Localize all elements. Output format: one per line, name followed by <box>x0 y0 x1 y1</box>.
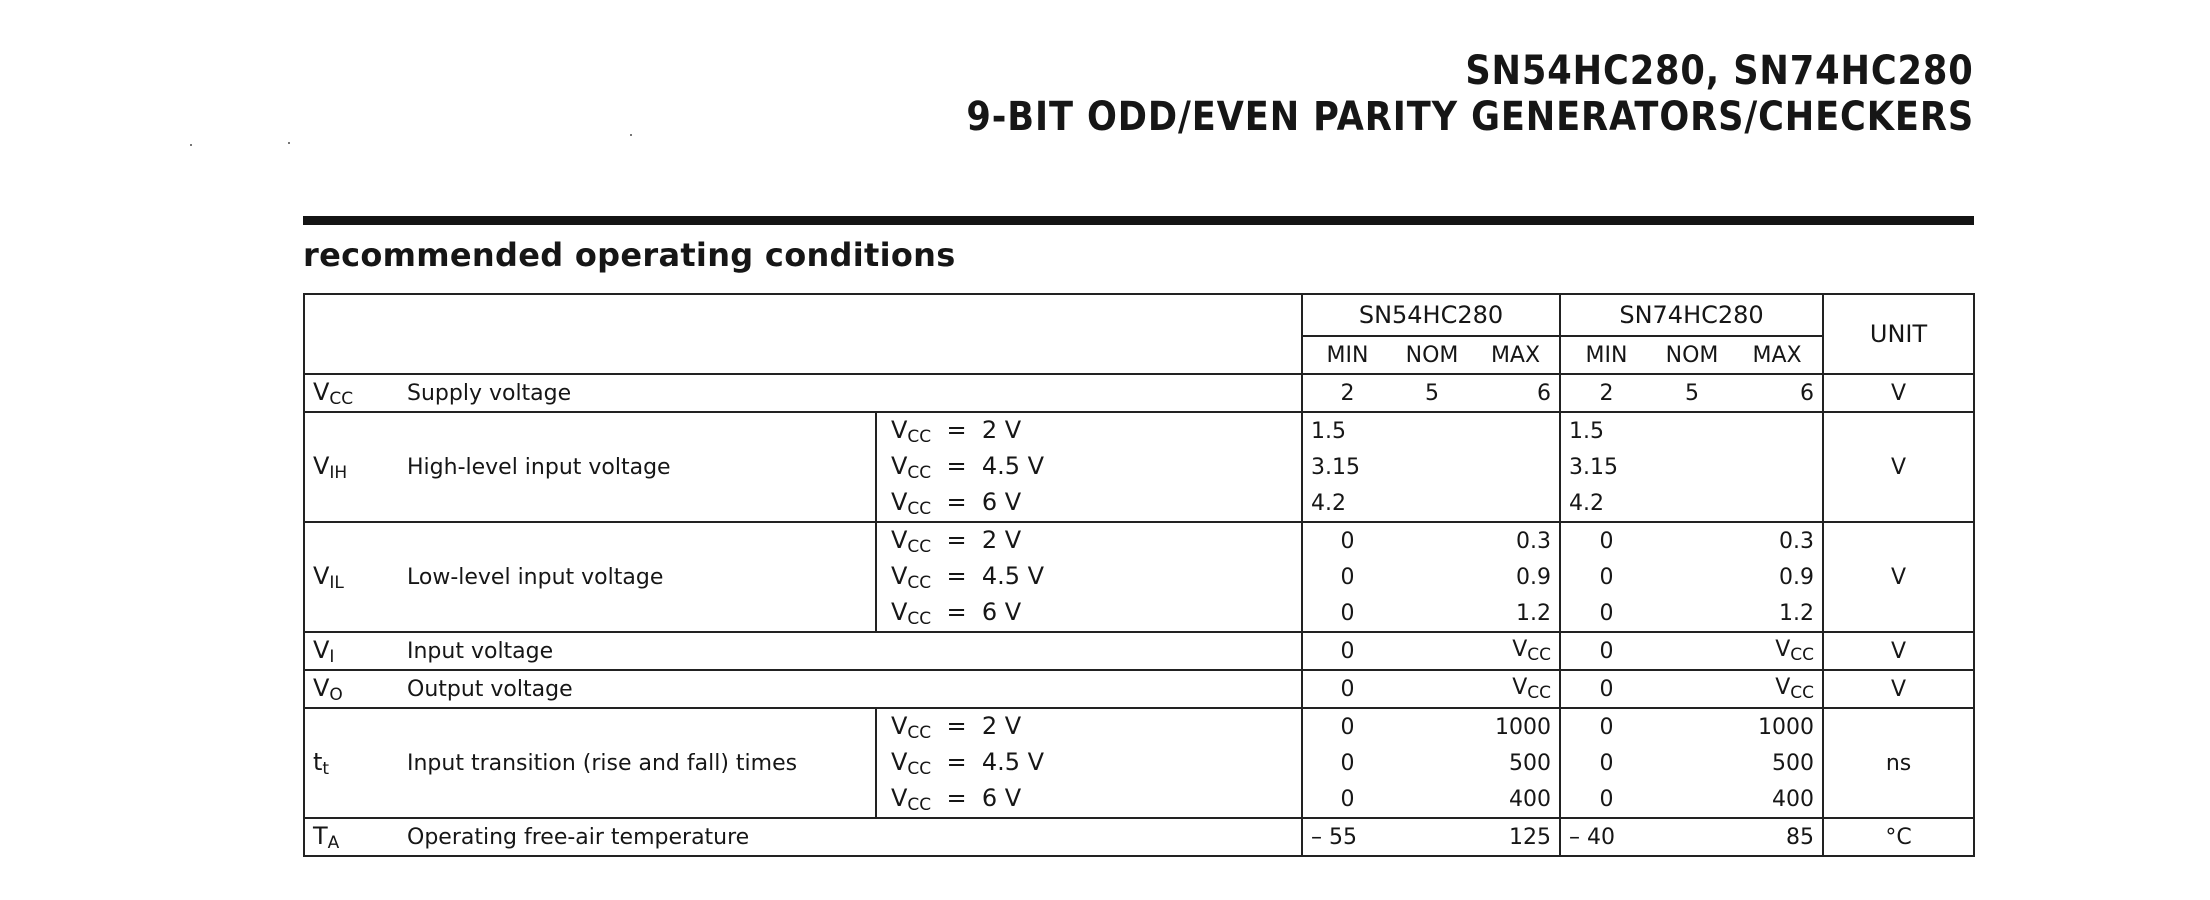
condition-cell: $V_{CC} = 2$ V <box>876 412 1302 449</box>
nom-value <box>1392 522 1472 559</box>
parameter-cell: Low-level input voltage <box>399 522 876 632</box>
condition-cell: $V_{CC} = 2$ V <box>876 708 1302 745</box>
nom-value <box>1392 708 1472 745</box>
condition-cell: $V_{CC} = 2$ V <box>876 522 1302 559</box>
max-value: 400 <box>1732 781 1823 818</box>
table-header-row <box>304 294 1974 336</box>
max-value <box>1732 449 1823 485</box>
unit-cell: ns <box>1823 708 1974 818</box>
min-value: 3.15 <box>1560 449 1652 485</box>
min-value: 0 <box>1560 522 1652 559</box>
nom-value <box>1392 485 1472 522</box>
max-value: 1000 <box>1472 708 1560 745</box>
nom-value <box>1652 670 1732 708</box>
min-value: 2 <box>1560 374 1652 412</box>
nom-value <box>1652 449 1732 485</box>
symbol-cell: $V_{CC}$ <box>304 374 399 412</box>
min-value: 4.2 <box>1560 485 1652 522</box>
parameter-cell: Output voltage <box>399 670 1302 708</box>
table-row <box>304 412 1974 449</box>
max-value: $V_{CC}$ <box>1732 632 1823 670</box>
nom-value <box>1392 670 1472 708</box>
min-value: 0 <box>1560 670 1652 708</box>
nom-value <box>1392 745 1472 781</box>
nom-value <box>1652 708 1732 745</box>
min-value: 0 <box>1560 781 1652 818</box>
unit-cell: V <box>1823 670 1974 708</box>
nom-value: 5 <box>1652 374 1732 412</box>
table-row <box>304 374 1974 412</box>
nom-value <box>1392 412 1472 449</box>
header-blank-cell <box>304 294 1302 374</box>
nom-value <box>1392 449 1472 485</box>
max-value: $V_{CC}$ <box>1472 632 1560 670</box>
group-header-sn74: SN74HC280 <box>1560 294 1823 336</box>
header-rule <box>303 216 1974 225</box>
document-subtitle: 9-BIT ODD/EVEN PARITY GENERATORS/CHECKERS <box>966 94 1974 140</box>
condition-cell: $V_{CC} = 6$ V <box>876 485 1302 522</box>
nom-value: 5 <box>1392 374 1472 412</box>
symbol-cell: $V_{IH}$ <box>304 412 399 522</box>
max-value: 6 <box>1472 374 1560 412</box>
group-header-sn54: SN54HC280 <box>1302 294 1560 336</box>
parameter-cell: Operating free-air temperature <box>399 818 1302 856</box>
nom-value <box>1652 781 1732 818</box>
min-value: – 55 <box>1302 818 1392 856</box>
condition-cell: $V_{CC} = 4.5$ V <box>876 559 1302 595</box>
unit-header: UNIT <box>1823 294 1974 374</box>
min-value: – 40 <box>1560 818 1652 856</box>
subheader-nom: NOM <box>1392 336 1472 374</box>
max-value: 1.2 <box>1732 595 1823 632</box>
min-value: 0 <box>1302 781 1392 818</box>
symbol-cell: $V_I$ <box>304 632 399 670</box>
table-row <box>304 522 1974 559</box>
max-value: 0.3 <box>1732 522 1823 559</box>
min-value: 1.5 <box>1560 412 1652 449</box>
min-value: 0 <box>1560 559 1652 595</box>
min-value: 0 <box>1560 708 1652 745</box>
parameter-cell: Input voltage <box>399 632 1302 670</box>
nom-value <box>1652 485 1732 522</box>
condition-cell: $V_{CC} = 6$ V <box>876 595 1302 632</box>
max-value <box>1472 485 1560 522</box>
unit-cell: °C <box>1823 818 1974 856</box>
min-value: 0 <box>1302 595 1392 632</box>
nom-value <box>1652 632 1732 670</box>
nom-value <box>1392 559 1472 595</box>
subheader-max: MAX <box>1732 336 1823 374</box>
condition-cell: $V_{CC} = 6$ V <box>876 781 1302 818</box>
symbol-cell: $V_{IL}$ <box>304 522 399 632</box>
min-value: 1.5 <box>1302 412 1392 449</box>
subheader-max: MAX <box>1472 336 1560 374</box>
subheader-min: MIN <box>1302 336 1392 374</box>
min-value: 3.15 <box>1302 449 1392 485</box>
subheader-nom: NOM <box>1652 336 1732 374</box>
max-value: 400 <box>1472 781 1560 818</box>
min-value: 2 <box>1302 374 1392 412</box>
max-value: 500 <box>1732 745 1823 781</box>
condition-cell: $V_{CC} = 4.5$ V <box>876 449 1302 485</box>
section-title: recommended operating conditions <box>303 236 956 274</box>
max-value: 500 <box>1472 745 1560 781</box>
unit-cell: V <box>1823 632 1974 670</box>
table-row <box>304 818 1974 856</box>
max-value: 0.3 <box>1472 522 1560 559</box>
table-row <box>304 670 1974 708</box>
unit-cell: V <box>1823 522 1974 632</box>
min-value: 0 <box>1302 632 1392 670</box>
operating-conditions-table <box>303 293 1975 857</box>
max-value <box>1472 449 1560 485</box>
nom-value <box>1392 632 1472 670</box>
nom-value <box>1392 818 1472 856</box>
min-value: 0 <box>1302 708 1392 745</box>
max-value: 0.9 <box>1732 559 1823 595</box>
min-value: 0 <box>1302 522 1392 559</box>
parameter-cell: Supply voltage <box>399 374 1302 412</box>
max-value <box>1472 412 1560 449</box>
nom-value <box>1652 522 1732 559</box>
max-value: 1000 <box>1732 708 1823 745</box>
unit-cell: V <box>1823 412 1974 522</box>
subheader-min: MIN <box>1560 336 1652 374</box>
nom-value <box>1652 412 1732 449</box>
table-row <box>304 632 1974 670</box>
max-value: 6 <box>1732 374 1823 412</box>
nom-value <box>1652 559 1732 595</box>
symbol-cell: $T_A$ <box>304 818 399 856</box>
max-value: $V_{CC}$ <box>1472 670 1560 708</box>
parameter-cell: Input transition (rise and fall) times <box>399 708 876 818</box>
part-numbers-title: SN54HC280, SN74HC280 <box>1465 48 1974 94</box>
min-value: 0 <box>1302 559 1392 595</box>
nom-value <box>1652 595 1732 632</box>
unit-cell: V <box>1823 374 1974 412</box>
max-value: 0.9 <box>1472 559 1560 595</box>
max-value <box>1732 412 1823 449</box>
max-value: 85 <box>1732 818 1823 856</box>
min-value: 0 <box>1560 745 1652 781</box>
parameter-cell: High-level input voltage <box>399 412 876 522</box>
min-value: 0 <box>1560 632 1652 670</box>
min-value: 0 <box>1302 745 1392 781</box>
table-row <box>304 708 1974 745</box>
condition-cell: $V_{CC} = 4.5$ V <box>876 745 1302 781</box>
nom-value <box>1392 781 1472 818</box>
nom-value <box>1652 745 1732 781</box>
max-value: 125 <box>1472 818 1560 856</box>
max-value: 1.2 <box>1472 595 1560 632</box>
max-value: $V_{CC}$ <box>1732 670 1823 708</box>
min-value: 0 <box>1560 595 1652 632</box>
max-value <box>1732 485 1823 522</box>
min-value: 0 <box>1302 670 1392 708</box>
nom-value <box>1652 818 1732 856</box>
nom-value <box>1392 595 1472 632</box>
min-value: 4.2 <box>1302 485 1392 522</box>
symbol-cell: $t_t$ <box>304 708 399 818</box>
symbol-cell: $V_O$ <box>304 670 399 708</box>
